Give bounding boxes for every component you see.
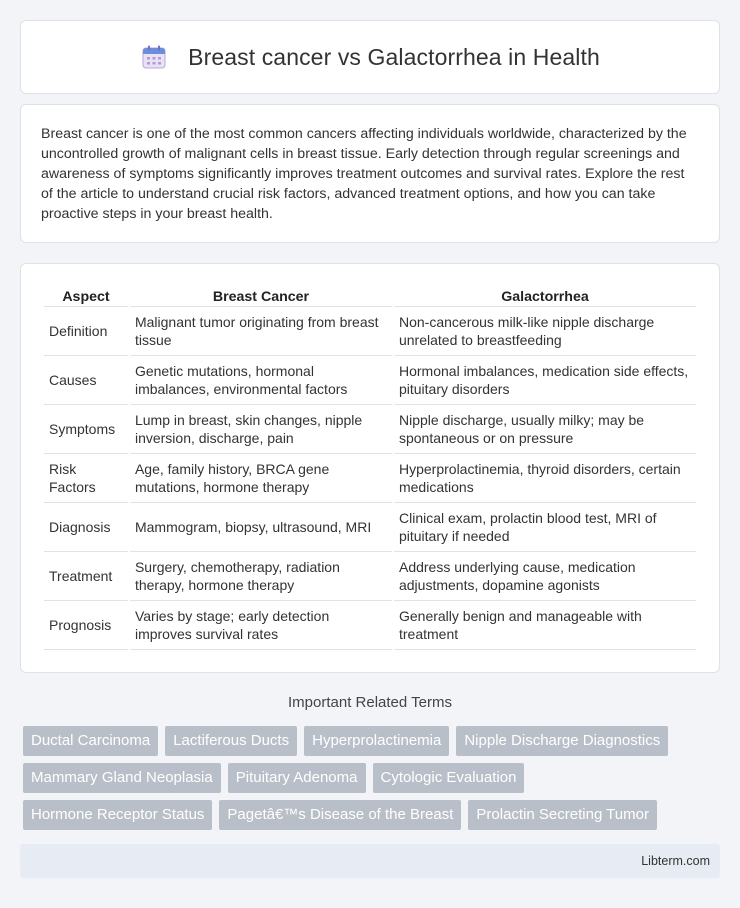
term-row (23, 800, 723, 830)
term-tag[interactable]: Pagetâ€™s Disease of the Breast (219, 800, 461, 830)
row-galactorrhea: Generally benign and manageable with treatment (394, 601, 696, 650)
row-aspect: Causes (44, 356, 128, 405)
term-tag[interactable]: Cytologic Evaluation (373, 763, 525, 793)
row-breast-cancer: Genetic mutations, hormonal imbalances, environmental factors (130, 356, 392, 405)
term-tag[interactable]: Mammary Gland Neoplasia (23, 763, 221, 793)
term-tag[interactable]: Pituitary Adenoma (228, 763, 366, 793)
term-tag[interactable]: Hyperprolactinemia (304, 726, 449, 756)
table-row (44, 601, 696, 650)
row-aspect: Symptoms (44, 405, 128, 454)
footer (20, 844, 720, 878)
table-row (44, 552, 696, 601)
row-aspect: Risk Factors (44, 454, 128, 503)
row-galactorrhea: Address underlying cause, medication adjustments, dopamine agonists (394, 552, 696, 601)
row-breast-cancer: Mammogram, biopsy, ultrasound, MRI (130, 503, 392, 552)
row-galactorrhea: Non-cancerous milk-like nipple discharge unrelated to breastfeeding (394, 307, 696, 356)
calendar-icon (140, 43, 168, 71)
row-aspect: Prognosis (44, 601, 128, 650)
term-tag[interactable]: Prolactin Secreting Tumor (468, 800, 657, 830)
table-row (44, 307, 696, 356)
term-tag[interactable]: Lactiferous Ducts (165, 726, 297, 756)
row-galactorrhea: Hyperprolactinemia, thyroid disorders, certain medications (394, 454, 696, 503)
row-aspect: Definition (44, 307, 128, 356)
row-aspect: Treatment (44, 552, 128, 601)
comparison-card (20, 263, 720, 673)
row-galactorrhea: Hormonal imbalances, medication side effects, pituitary disorders (394, 356, 696, 405)
header-galactorrhea: Galactorrhea (394, 284, 696, 307)
title-card (20, 20, 720, 94)
row-breast-cancer: Lump in breast, skin changes, nipple inversion, discharge, pain (130, 405, 392, 454)
footer-site-link[interactable]: Libterm.com (641, 854, 710, 868)
term-row (23, 763, 723, 793)
row-galactorrhea: Clinical exam, prolactin blood test, MRI of pituitary if needed (394, 503, 696, 552)
header-aspect: Aspect (44, 284, 128, 307)
comparison-table (42, 284, 698, 650)
term-tag[interactable]: Hormone Receptor Status (23, 800, 212, 830)
table-row (44, 454, 696, 503)
term-tag[interactable]: Ductal Carcinoma (23, 726, 158, 756)
table-row (44, 503, 696, 552)
table-row (44, 356, 696, 405)
related-terms-title: Important Related Terms (288, 694, 452, 711)
row-breast-cancer: Age, family history, BRCA gene mutations, hormone therapy (130, 454, 392, 503)
page-title: Breast cancer vs Galactorrhea in Health (188, 43, 600, 70)
row-breast-cancer: Surgery, chemotherapy, radiation therapy, hormone therapy (130, 552, 392, 601)
header-breast-cancer: Breast Cancer (130, 284, 392, 307)
table-row (44, 405, 696, 454)
row-aspect: Diagnosis (44, 503, 128, 552)
intro-card (20, 104, 720, 243)
row-breast-cancer: Varies by stage; early detection improves survival rates (130, 601, 392, 650)
term-row (23, 726, 723, 756)
table-header-row (44, 284, 696, 307)
row-galactorrhea: Nipple discharge, usually milky; may be spontaneous or on pressure (394, 405, 696, 454)
intro-paragraph: Breast cancer is one of the most common cancers affecting individuals worldwide, characterized by the uncontrolled growth of malignant cells in breast tissue. Early detection through regular screenings and awareness of symptoms significantly improves treatment outcomes and survival rates. Explore the rest of the article to understand crucial risk factors, advanced treatment options, and how you can take proactive steps in your breast health. (41, 126, 687, 222)
related-terms (23, 726, 723, 837)
row-breast-cancer: Malignant tumor originating from breast tissue (130, 307, 392, 356)
term-tag[interactable]: Nipple Discharge Diagnostics (456, 726, 668, 756)
